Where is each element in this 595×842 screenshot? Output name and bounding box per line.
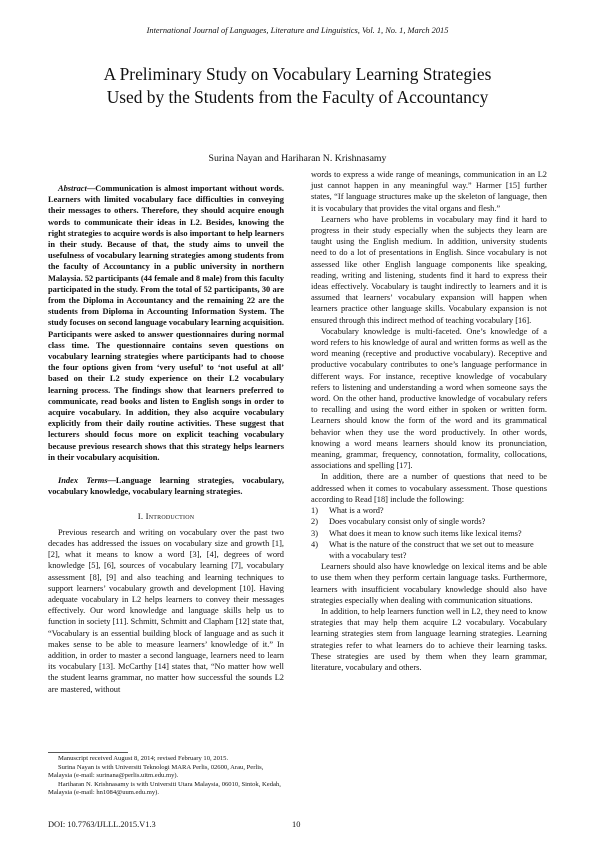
- list-item: [311, 539, 547, 561]
- index-terms: [48, 475, 284, 497]
- section-number: I.: [137, 511, 144, 522]
- body-paragraph: Learners who have problems in vocabulary may find it hard to progress in their study especially when the subjects they learn are taught using the English medium. In addition, university students need to do a lot of presentations in English. Since vocabulary is not assessed like other English language components like speaking, reading, writing and listening, students find it hard to express their ideas effectively. Vocabulary is taught indirectly to learners and it is assumed that learners’ vocabulary expansion will happen when learners practice other language skills. Vocabulary expansion is not ensured through this indirect method of teaching vocabulary [16].: [311, 214, 547, 325]
- footnote: Hariharan N. Krishnasamy is with Universiti Utara Malaysia, 06010, Sintok, Kedah, Malaysia (e-mail: hn1084@uum.edu.my).: [48, 780, 281, 797]
- list-item: [311, 516, 547, 527]
- footnotes: [48, 752, 288, 798]
- list-number: 4): [311, 539, 318, 549]
- list-number: 2): [311, 517, 318, 527]
- left-column: [48, 183, 284, 695]
- journal-header: International Journal of Languages, Literature and Linguistics, Vol. 1, No. 1, March 2015: [146, 26, 449, 35]
- footnote-rule: [48, 752, 128, 753]
- list-item: [311, 528, 547, 539]
- page-number: 10: [292, 820, 301, 829]
- body-paragraph: In addition, there are a number of questions that need to be addressed when it comes to vocabulary assessment. Those questions according to Read [18] include the following:: [311, 472, 547, 504]
- body-paragraph: In addition, to help learners function well in L2, they need to know strategies that may help them acquire L2 vocabulary. Vocabulary learning strategies stem from language learning strategies. Learning strategies refer to what learners do to achieve their learning tasks. These strategies are used by them when they learn grammar, literature, vocabulary and others.: [311, 606, 547, 672]
- list-number: 1): [311, 506, 318, 516]
- title-line-1: A Preliminary Study on Vocabulary Learning Strategies: [103, 64, 492, 84]
- title-line-2: Used by the Students from the Faculty of Accountancy: [106, 87, 489, 107]
- section-title: Introduction: [145, 511, 195, 522]
- authors: Surina Nayan and Hariharan N. Krishnasamy: [208, 153, 387, 164]
- list-text: Does vocabulary consist only of single words?: [329, 517, 486, 527]
- footnote: Surina Nayan is with Universiti Teknologi MARA Perlis, 02600, Arau, Perlis, Malaysia (e-mail: surinana@perlis.uitm.edu.my).: [48, 763, 264, 780]
- intro-paragraph: Previous research and writing on vocabulary over the past two decades has addressed the issues on vocabulary size and growth [1], [2], what it means to know a word [3], [4], degrees of word knowledge [5], [6], sources of vocabulary learning [7], vocabulary assessment [8], [9] and also teaching and learning techniques to support learners’ vocabulary growth and development [10]. Having adequate vocabulary in L2 helps learners to convey their messages effectively. Our word knowledge and language skills help us to function in society [11]. Schmitt, Schmitt and Clapham [12] state that, “Vocabulary is an essential building block of language and as such it makes sense to be able to measure learners’ knowledge of it.” In addition, in order to master a second language, learners need to learn its vocabulary [13]. McCarthy [14] states that, “No matter how well the student learns grammar, no matter how successful the sounds L2 are mastered, without: [48, 527, 284, 694]
- list-number: 3): [311, 528, 318, 538]
- paper-title: [40, 63, 555, 109]
- list-text: What is the nature of the construct that we set out to measure with a vocabulary test?: [329, 539, 534, 560]
- list-text: What is a word?: [329, 506, 384, 516]
- index-terms-text: —Language learning strategies, vocabulary, vocabulary knowledge, vocabulary learning strategies.: [48, 476, 284, 497]
- body-paragraph: Vocabulary knowledge is multi-faceted. One’s knowledge of a word refers to his knowledge of aural and written forms as well as the word meaning (receptive and productive vocabulary). Receptive and productive vocabulary contributes to one’s language performance in different ways. For instance, receptive knowledge of vocabulary refers to listening and understanding a word when someone says the word. On the other hand, productive knowledge of vocabulary refers to recalling and using the word either in spoken or written form. Learners should know the form of the word and its grammatical behavior when they use the word productively. In other words, knowing a word means learners should know its pronunciation, meaning, grammar, frequency, connotation, formality, collocations, associations and spelling [17].: [311, 326, 547, 471]
- list-item: [311, 505, 547, 516]
- abstract-label: Abstract: [58, 184, 87, 193]
- index-terms-label: Index Terms: [58, 476, 108, 486]
- right-column: [311, 169, 547, 673]
- abstract-text: —Communication is almost important without words. Learners with limited vocabulary face difficulties in conveying their messages to others. Therefore, they should acquire enough words to communicate their ideas in L2. Besides, knowing the right strategies to acquire words is also important to help learners in their study. Because of that, the study aims to unveil the usefulness of vocabulary learning strategies among students from the faculty of Accountancy in a public university in northern Malaysia. 52 participants (44 female and 8 male) from this faculty participated in the study. From the total of 52 participants, 30 are from the Diploma in Accountancy and the remaining 22 are the students from Diploma in Accounting Information System. The study focuses on second language vocabulary learning acquisition. Participants were asked to answer questionnaires during normal class time. The questionnaire contains seven questions on vocabulary learning strategies where participants had to choose the four options given from ‘very useful’ to ‘not useful at all’ based on their L2 study experience on their L2 vocabulary learning process. The findings show that learners preferred to communicate, read books and listen to English songs in order to acquire vocabulary. In addition, they also acquire vocabulary explicitly from their daily routine activities. These suggest that lecturers should focus more on explicit teaching vocabulary because previous research shows that this strategy helps learners in their vocabulary acquisition.: [48, 184, 284, 462]
- abstract: [48, 183, 284, 463]
- body-paragraph: words to express a wide range of meanings, communication in an L2 just cannot happen in any meaningful way.” Harmer [15] further states, “If language structures make up the skeleton of language, then it is vocabulary that provides the vital organs and flesh.”: [311, 170, 547, 213]
- list-text: What does it mean to know such items like lexical items?: [329, 528, 522, 538]
- question-list: [311, 505, 547, 561]
- section-heading: [48, 511, 284, 522]
- doi: DOI: 10.7763/IJLLL.2015.V1.3: [48, 820, 156, 829]
- body-paragraph: Learners should also have knowledge on lexical items and be able to use them when they perform certain language tasks. Furthermore, learners with insufficient vocabulary knowledge should also have strategies especially when dealing with communication situations.: [311, 562, 547, 605]
- footnote: Manuscript received August 8, 2014; revised February 10, 2015.: [58, 755, 229, 762]
